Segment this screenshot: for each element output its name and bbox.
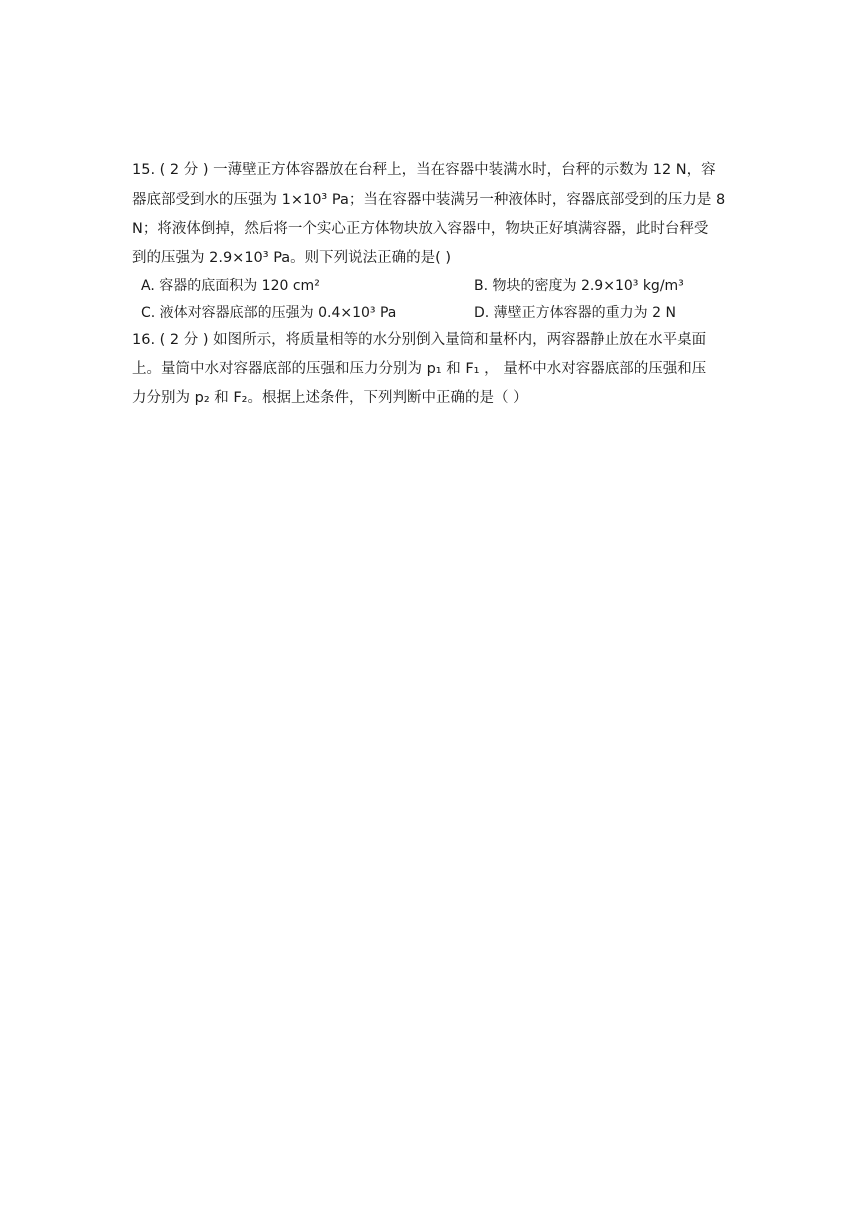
q15-option-d: D. 薄壁正方体容器的重力为 2 N <box>474 305 676 321</box>
q15-option-a: A. 容器的底面积为 120 cm² <box>141 278 320 294</box>
q15-line-4: 到的压强为 2.9×10³ Pa。则下列说法正确的是( ) <box>132 250 452 266</box>
q15-option-c: C. 液体对容器底部的压强为 0.4×10³ Pa <box>141 305 397 321</box>
q15-option-b: B. 物块的密度为 2.9×10³ kg/m³ <box>474 278 684 294</box>
q15-line-2: 器底部受到水的压强为 1×10³ Pa；当在容器中装满另一种液体时，容器底部受到的压力是 8 <box>132 192 726 208</box>
q16-line-1: 16. ( 2 分 ) 如图所示，将质量相等的水分别倒入量筒和量杯内，两容器静止放在水平桌面 <box>132 332 707 348</box>
q15-line-3: N；将液体倒掉，然后将一个实心正方体物块放入容器中，物块正好填满容器，此时台秤受 <box>132 221 709 237</box>
q16-line-2: 上。量筒中水对容器底部的压强和压力分别为 p₁ 和 F₁ ， 量杯中水对容器底部的压强和压 <box>132 361 707 377</box>
q16-line-3: 力分别为 p₂ 和 F₂。根据上述条件，下列判断中正确的是（ ） <box>132 390 528 406</box>
q15-line-1: 15. ( 2 分 ) 一薄壁正方体容器放在台秤上，当在容器中装满水时，台秤的示数为 12 N，容 <box>132 162 716 178</box>
